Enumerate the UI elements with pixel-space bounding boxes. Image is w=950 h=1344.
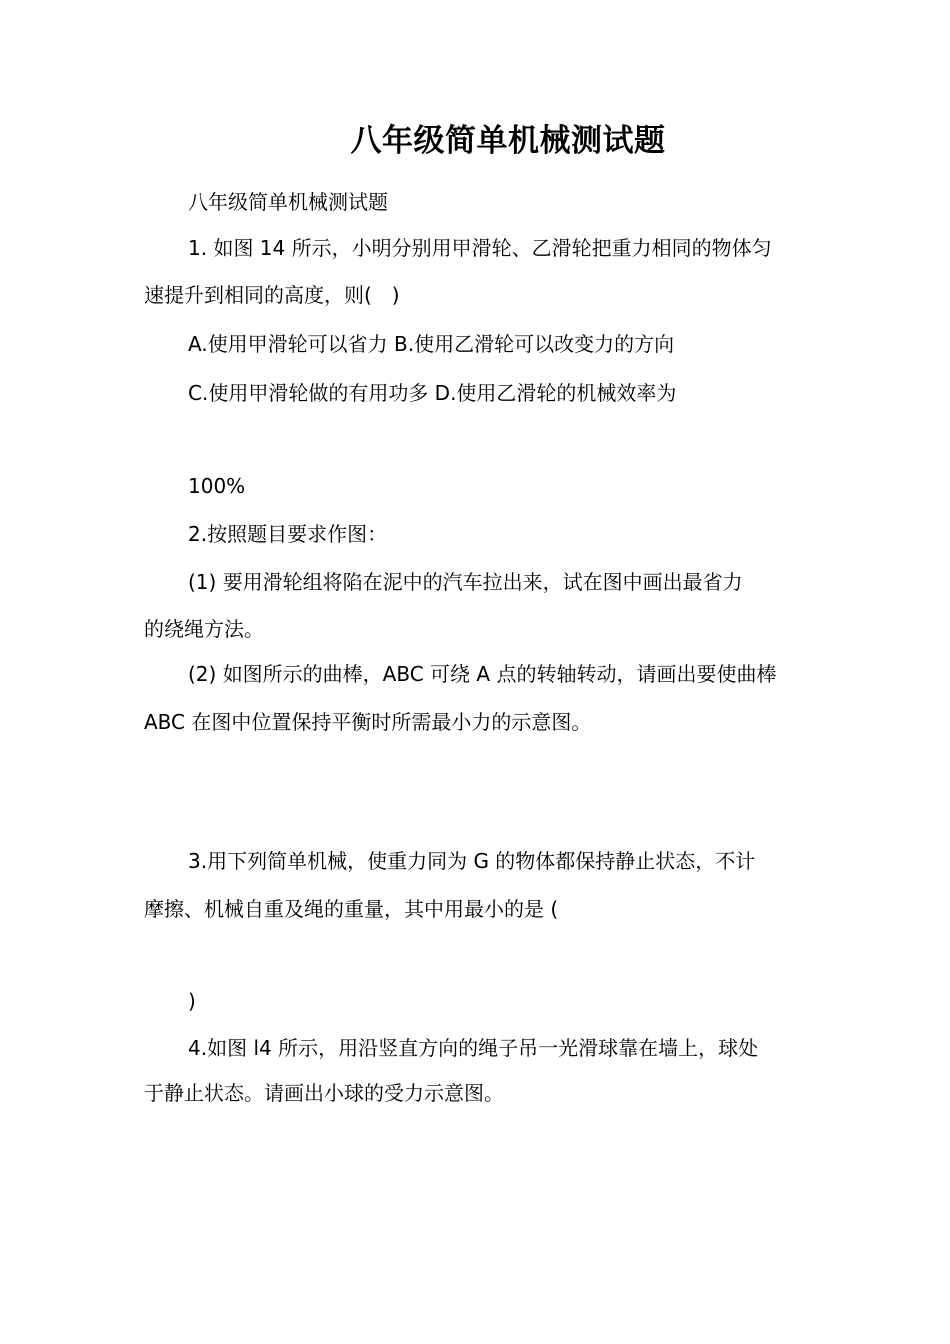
q1-line1: 1. 如图 14 所示，小明分别用甲滑轮、乙滑轮把重力相同的物体匀 [188,236,772,260]
q1-options-cd: C.使用甲滑轮做的有用功多 D.使用乙滑轮的机械效率为 [188,381,677,405]
q3-close-paren: ) [188,989,196,1013]
q2-stem: 2.按照题目要求作图： [188,522,388,546]
q4-line2: 于静止状态。请画出小球的受力示意图。 [144,1081,504,1105]
q2-part1-line1: (1) 要用滑轮组将陷在泥中的汽车拉出来，试在图中画出最省力 [188,570,743,594]
q1-options-ab: A.使用甲滑轮可以省力 B.使用乙滑轮可以改变力的方向 [188,332,675,356]
q1-percent: 100% [188,474,246,498]
document-title: 八年级简单机械测试题 [350,123,666,159]
q3-line1: 3.用下列简单机械，使重力同为 G 的物体都保持静止状态，不计 [188,849,756,873]
q1-line2: 速提升到相同的高度，则( ) [144,283,400,307]
document-subtitle: 八年级简单机械测试题 [188,190,388,214]
q2-part2-line1: (2) 如图所示的曲棒，ABC 可绕 A 点的转轴转动，请画出要使曲棒 [188,662,777,686]
q3-line2: 摩擦、机械自重及绳的重量，其中用最小的是 ( [144,897,559,921]
q2-part1-line2: 的绕绳方法。 [144,617,264,641]
q4-line1: 4.如图 l4 所示，用沿竖直方向的绳子吊一光滑球靠在墙上，球处 [188,1036,759,1060]
q2-part2-line2: ABC 在图中位置保持平衡时所需最小力的示意图。 [144,710,592,734]
